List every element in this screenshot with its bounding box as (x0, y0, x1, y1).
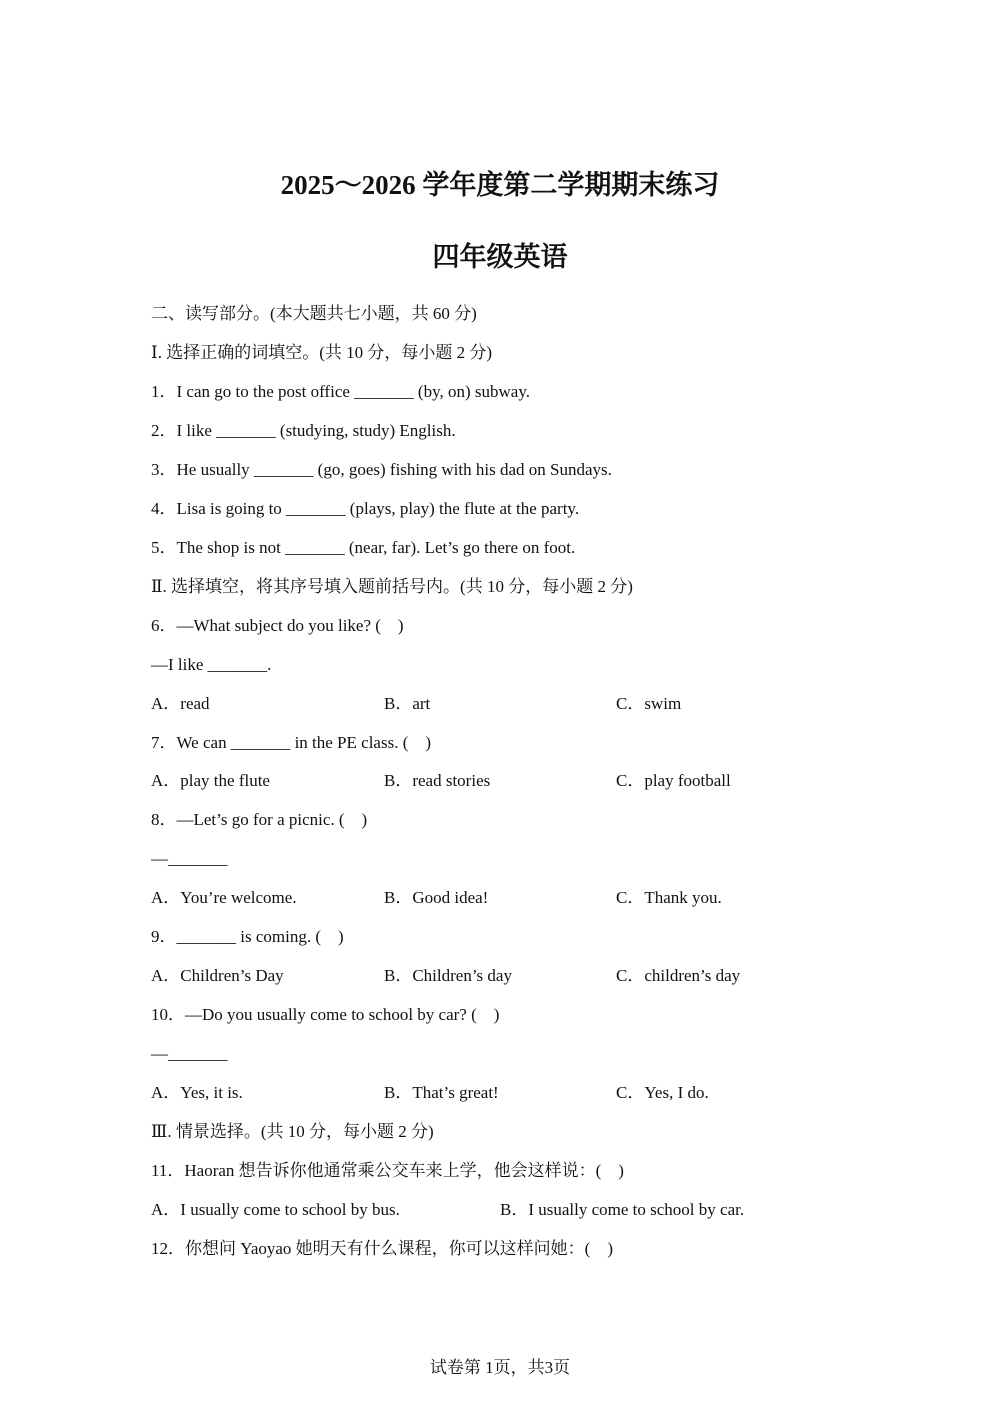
q7-option-c: C．play football (616, 771, 731, 790)
section-heading-2: Ⅱ. 选择填空，将其序号填入题前括号内。(共 10 分，每小题 2 分) (151, 577, 633, 596)
question-8-reply: —_______ (151, 849, 228, 868)
section-heading-1: Ⅰ. 选择正确的词填空。(共 10 分，每小题 2 分) (151, 343, 493, 362)
part-heading: 二、读写部分。(本大题共七小题，共 60 分) (151, 304, 477, 323)
question-10-reply: —_______ (151, 1044, 228, 1063)
question-7: 7．We can _______ in the PE class. ( ) (151, 733, 432, 752)
section-heading-3: Ⅲ. 情景选择。(共 10 分，每小题 2 分) (151, 1122, 434, 1141)
question-3: 3．He usually _______ (go, goes) fishing with his dad on Sundays. (151, 460, 612, 479)
question-10: 10．—Do you usually come to school by car? ( ) (151, 1005, 500, 1024)
q9-option-a: A．Children’s Day (151, 966, 284, 985)
q10-option-a: A．Yes, it is. (151, 1083, 243, 1102)
question-1: 1．I can go to the post office _______ (by, on) subway. (151, 382, 530, 401)
q11-option-b: B．I usually come to school by car. (500, 1200, 745, 1219)
question-11: 11．Haoran 想告诉你他通常乘公交车来上学，他会这样说：( ) (151, 1161, 624, 1180)
exam-title: 2025～2026 学年度第二学期期末练习 (280, 170, 720, 200)
q11-option-a: A．I usually come to school by bus. (151, 1200, 400, 1219)
q9-option-c: C．children’s day (616, 966, 741, 985)
q6-option-b: B．art (384, 694, 431, 713)
q10-option-b: B．That’s great! (384, 1083, 499, 1102)
question-9: 9．_______ is coming. ( ) (151, 927, 344, 946)
question-6: 6．—What subject do you like? ( ) (151, 616, 404, 635)
question-5: 5．The shop is not _______ (near, far). Let’s go there on foot. (151, 538, 576, 557)
question-12: 12．你想问 Yaoyao 她明天有什么课程，你可以这样问她：( ) (151, 1239, 613, 1258)
question-6-reply: —I like _______. (151, 655, 272, 674)
q7-option-a: A．play the flute (151, 771, 270, 790)
question-2: 2．I like _______ (studying, study) English. (151, 421, 456, 440)
exam-subtitle: 四年级英语 (432, 242, 568, 272)
q8-option-c: C．Thank you. (616, 888, 722, 907)
q8-option-b: B．Good idea! (384, 888, 489, 907)
q10-option-c: C．Yes, I do. (616, 1083, 709, 1102)
q7-option-b: B．read stories (384, 771, 491, 790)
question-4: 4．Lisa is going to _______ (plays, play) the flute at the party. (151, 499, 580, 518)
question-8: 8．—Let’s go for a picnic. ( ) (151, 810, 368, 829)
page-footer: 试卷第 1页，共3页 (429, 1358, 571, 1377)
q8-option-a: A．You’re welcome. (151, 888, 297, 907)
q6-option-c: C．swim (616, 694, 682, 713)
q9-option-b: B．Children’s day (384, 966, 512, 985)
q6-option-a: A．read (151, 694, 210, 713)
